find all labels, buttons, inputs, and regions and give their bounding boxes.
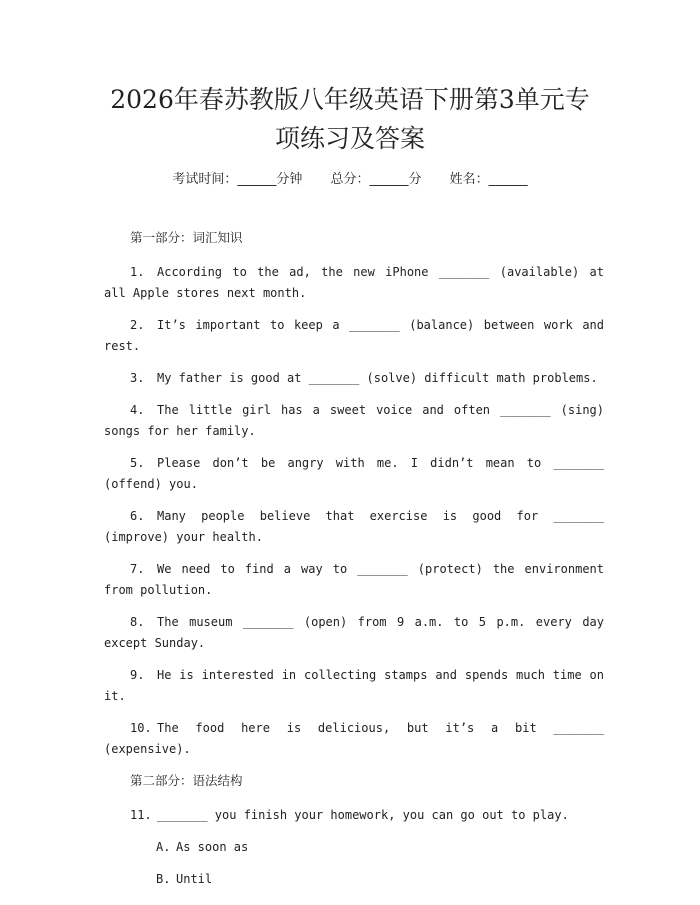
section-heading-vocabulary: 第一部分：词汇知识 — [130, 230, 243, 245]
exam-info — [0, 168, 700, 187]
total-score-field: 总分：______分 — [330, 172, 422, 187]
title-line-1: 2026年春苏教版八年级英语下册第3单元专 — [110, 85, 590, 114]
document-title — [60, 80, 640, 158]
question-item: 4. The little girl has a sweet voice and often _______ (sing) songs for her family. — [104, 403, 604, 438]
question-item: 10. The food here is delicious, but it’s a bit _______ (expensive). — [104, 721, 604, 756]
question-item: 7. We need to find a way to _______ (protect) the environment from pollution. — [104, 562, 604, 597]
question-item: 6. Many people believe that exercise is good for _______ (improve) your health. — [104, 509, 604, 544]
answer-option: A. As soon as — [156, 840, 249, 854]
question-item: 3. My father is good at _______ (solve) difficult math problems. — [130, 371, 598, 385]
question-item: 8. The museum _______ (open) from 9 a.m. to 5 p.m. every day except Sunday. — [104, 615, 604, 650]
question-item: 2. It’s important to keep a _______ (balance) between work and rest. — [104, 318, 604, 353]
question-item: 11. _______ you finish your homework, you can go out to play. — [130, 808, 569, 822]
exam-time-field: 考试时间：______分钟 — [172, 172, 303, 187]
questions-content — [104, 228, 604, 901]
question-item: 5. Please don’t be angry with me. I didn’t mean to _______ (offend) you. — [104, 456, 604, 491]
question-item: 9. He is interested in collecting stamps and spends much time on it. — [104, 668, 604, 703]
student-name-field: 姓名：______ — [449, 172, 528, 187]
question-item: 1. According to the ad, the new iPhone _______ (available) at all Apple stores next month. — [104, 265, 604, 300]
title-line-2: 项练习及答案 — [274, 124, 425, 153]
section-heading-grammar: 第二部分：语法结构 — [130, 773, 243, 788]
answer-option: B. Until — [156, 872, 213, 886]
